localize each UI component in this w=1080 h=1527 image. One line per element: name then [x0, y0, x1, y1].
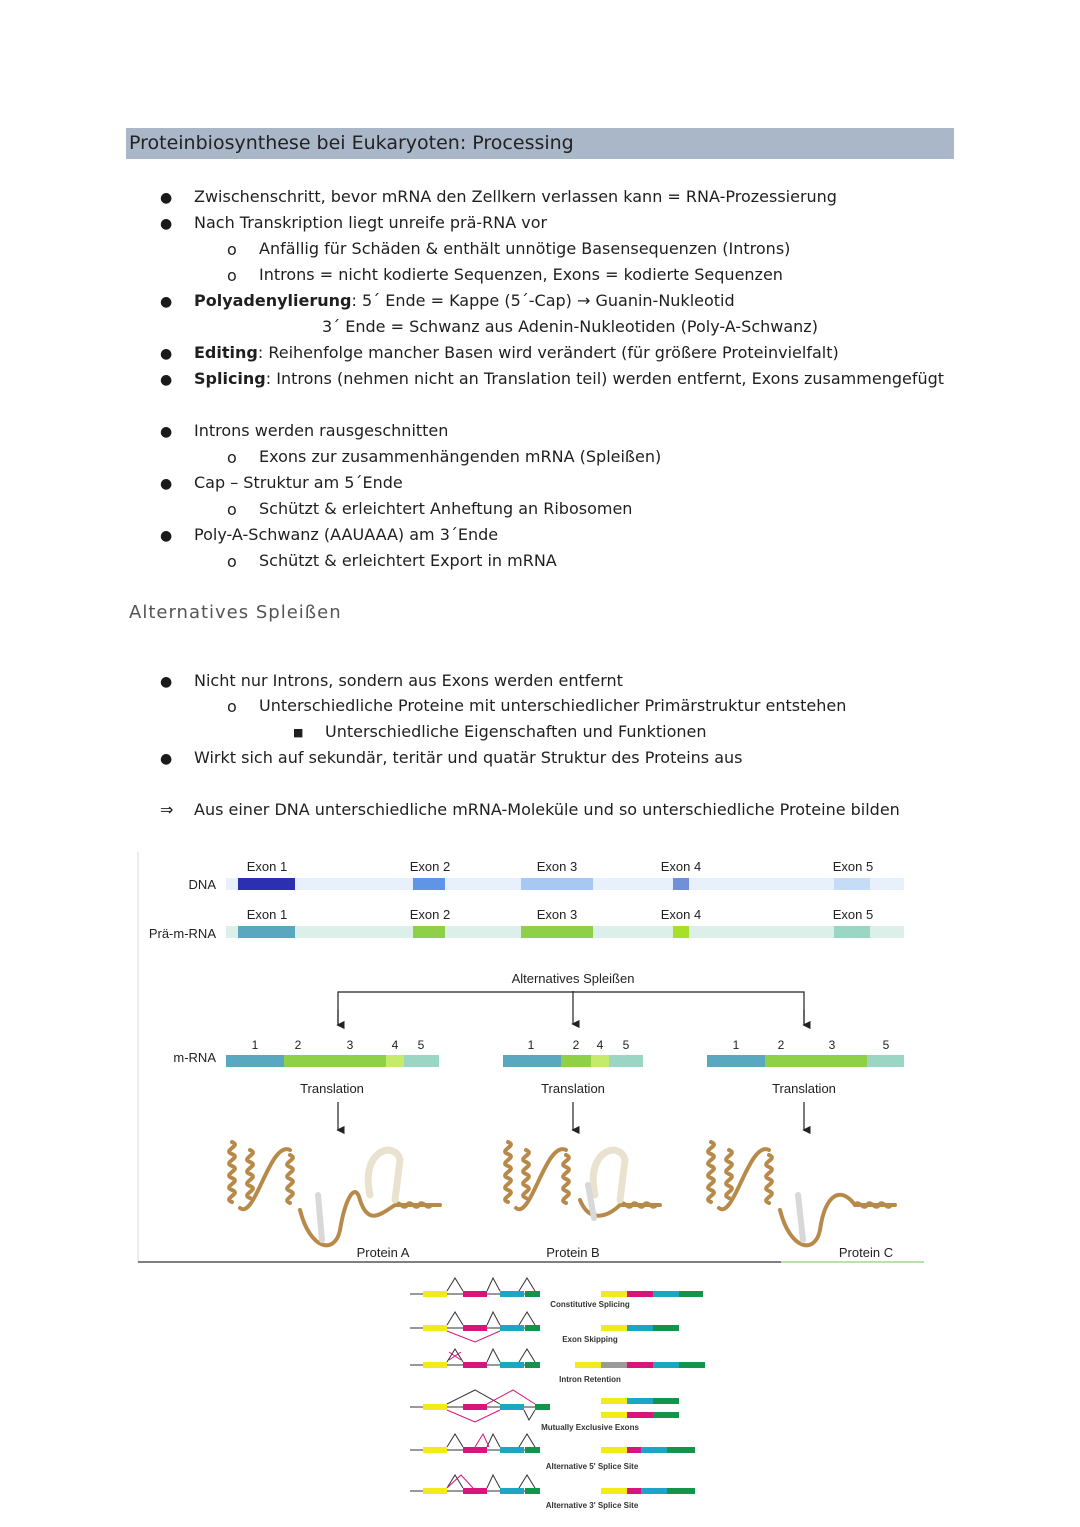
mrna-c-exon-5 — [867, 1055, 904, 1067]
mrna-b-exon-2 — [561, 1055, 591, 1067]
dna-label: DNA — [188, 877, 216, 892]
dna-exon-5-label: Exon 5 — [832, 859, 874, 874]
dna-exon-1 — [238, 878, 295, 890]
text-line: Schützt & erleichtert Export in mRNA — [259, 551, 557, 570]
mrna-a-num-1: 1 — [251, 1038, 259, 1052]
circle-marker: o — [227, 240, 237, 259]
bullet-marker: ● — [160, 476, 173, 492]
pre-exon-4-label: Exon 4 — [660, 907, 702, 922]
protein-b-label: Protein B — [546, 1245, 600, 1260]
mrna-a-num-2: 2 — [294, 1038, 302, 1052]
term-description: : Reihenfolge mancher Basen wird verändert (für größere Proteinvielfalt) — [257, 343, 839, 362]
text-line: Introns werden rausgeschnitten — [194, 421, 449, 440]
term-description: : 5´ Ende = Kappe (5´-Cap) → Guanin-Nukleotid — [351, 291, 735, 310]
text-line: Poly-A-Schwanz (AAUAAA) am 3´Ende — [194, 525, 499, 544]
term-splicing: Splicing — [194, 369, 266, 388]
dna-exon-3-label: Exon 3 — [536, 859, 578, 874]
text-line: Wirkt sich auf sekundär, teritär und quatär Struktur des Proteins aus — [194, 748, 743, 767]
exon-skipping-row — [410, 1312, 679, 1344]
mrna-b-exon-4 — [591, 1055, 609, 1067]
bullet-marker: ● — [160, 528, 173, 544]
text-line: Exons zur zusammenhängenden mRNA (Spleißen) — [259, 447, 662, 466]
mrna-a-exon-2 — [284, 1055, 314, 1067]
protein-c-label: Protein C — [838, 1245, 894, 1260]
mrna-b-exon-1 — [503, 1055, 561, 1067]
mrna-a-exon-1 — [226, 1055, 284, 1067]
pre-exon-3-label: Exon 3 — [536, 907, 578, 922]
pre-mrna-label: Prä-m-RNA — [148, 926, 216, 941]
pre-exon-1 — [238, 926, 295, 938]
mrna-b-num-5: 5 — [622, 1038, 630, 1052]
mrna-a-num-3: 3 — [346, 1038, 354, 1052]
protein-c-structure — [708, 1142, 895, 1245]
text-line: Nicht nur Introns, sondern aus Exons werden entfernt — [194, 671, 623, 690]
conclusion-line: Aus einer DNA unterschiedliche mRNA-Moleküle und so unterschiedliche Proteine bilden — [194, 800, 900, 819]
dna-exon-3 — [521, 878, 593, 890]
mrna-b-num-2: 2 — [572, 1038, 580, 1052]
pre-exon-4 — [673, 926, 689, 938]
protein-a-label: Protein A — [356, 1245, 410, 1260]
circle-marker: o — [227, 448, 237, 467]
bullet-marker: ● — [160, 216, 173, 232]
circle-marker: o — [227, 697, 237, 716]
term-polyadenylierung: Polyadenylierung — [194, 291, 352, 310]
constitutive-splicing-row — [410, 1278, 703, 1309]
dna-exon-2 — [413, 878, 445, 890]
mrna-a-num-4: 4 — [391, 1038, 399, 1052]
mrna-c-exon-2 — [765, 1055, 795, 1067]
bullet-marker: ● — [160, 294, 173, 310]
bullet-marker: ● — [160, 424, 173, 440]
dna-exon-4-label: Exon 4 — [660, 859, 702, 874]
mrna-c-num-3: 3 — [828, 1038, 836, 1052]
arrow-marker: ⇒ — [160, 800, 174, 819]
exon-skipping-label: Exon Skipping — [562, 1335, 618, 1344]
alt-splicing-title: Alternatives Spleißen — [511, 971, 635, 986]
section-subtitle: Alternatives Spleißen — [129, 602, 342, 623]
mrna-b-exon-5 — [609, 1055, 643, 1067]
text-line: Anfällig für Schäden & enthält unnötige Basensequenzen (Introns) — [259, 239, 791, 258]
text-line: Introns = nicht kodierte Sequenzen, Exons = kodierte Sequenzen — [259, 265, 783, 284]
text-line: 3´ Ende = Schwanz aus Adenin-Nukleotiden (Poly-A-Schwanz) — [322, 317, 818, 336]
text-line: Unterschiedliche Eigenschaften und Funktionen — [325, 722, 707, 741]
bullet-marker: ● — [160, 372, 173, 388]
mrna-a-exon-5 — [404, 1055, 439, 1067]
mrna-a-num-5: 5 — [417, 1038, 425, 1052]
mutually-exclusive-row — [410, 1390, 679, 1432]
text-line: Cap – Struktur am 5´Ende — [194, 473, 403, 492]
mrna-a-exon-4 — [386, 1055, 404, 1067]
term-description: : Introns (nehmen nicht an Translation teil) werden entfernt, Exons zusammengefügt — [265, 369, 945, 388]
pre-exon-5 — [834, 926, 870, 938]
mrna-c-num-2: 2 — [777, 1038, 785, 1052]
translation-label-a: Translation — [300, 1081, 364, 1096]
bullet-marker: ● — [160, 674, 173, 690]
alt-3-splice-label: Alternative 3' Splice Site — [545, 1501, 639, 1510]
text-line: Schützt & erleichtert Anheftung an Ribosomen — [259, 499, 633, 518]
intron-retention-row — [410, 1349, 705, 1384]
alt-5-splice-row — [410, 1434, 695, 1471]
dna-exon-2-label: Exon 2 — [409, 859, 451, 874]
bullet-marker: ● — [160, 751, 173, 767]
constitutive-splicing-label: Constitutive Splicing — [550, 1300, 630, 1309]
mrna-c-exon-3 — [795, 1055, 867, 1067]
dna-exon-1-label: Exon 1 — [246, 859, 288, 874]
dna-exon-4 — [673, 878, 689, 890]
mrna-b-num-4: 4 — [596, 1038, 604, 1052]
pre-exon-1-label: Exon 1 — [246, 907, 288, 922]
term-editing: Editing — [194, 343, 258, 362]
dna-exon-5 — [834, 878, 870, 890]
mrna-c-num-5: 5 — [882, 1038, 890, 1052]
mrna-b-num-1: 1 — [527, 1038, 535, 1052]
circle-marker: o — [227, 500, 237, 519]
branch-bar — [338, 992, 804, 1024]
translation-label-b: Translation — [541, 1081, 605, 1096]
page-title: Proteinbiosynthese bei Eukaryoten: Processing — [129, 132, 574, 154]
circle-marker: o — [227, 552, 237, 571]
text-line: Unterschiedliche Proteine mit unterschiedlicher Primärstruktur entstehen — [259, 696, 847, 715]
square-marker: ■ — [293, 726, 304, 739]
bullet-marker: ● — [160, 190, 173, 206]
mrna-label: m-RNA — [173, 1050, 216, 1065]
pre-exon-2 — [413, 926, 445, 938]
text-line: Zwischenschritt, bevor mRNA den Zellkern verlassen kann = RNA-Prozessierung — [194, 187, 837, 206]
pre-exon-5-label: Exon 5 — [832, 907, 874, 922]
mrna-c-exon-1 — [707, 1055, 765, 1067]
splicing-types-diagram — [405, 1272, 715, 1517]
mutually-exclusive-label: Mutually Exclusive Exons — [541, 1423, 639, 1432]
alt-3-splice-row — [410, 1475, 695, 1510]
bullet-marker: ● — [160, 346, 173, 362]
circle-marker: o — [227, 266, 237, 285]
mrna-c-num-1: 1 — [732, 1038, 740, 1052]
intron-retention-label: Intron Retention — [559, 1375, 621, 1384]
pre-exon-3 — [521, 926, 593, 938]
alt-5-splice-label: Alternative 5' Splice Site — [545, 1462, 639, 1471]
pre-exon-2-label: Exon 2 — [409, 907, 451, 922]
protein-b-structure — [505, 1142, 660, 1218]
translation-label-c: Translation — [772, 1081, 836, 1096]
mrna-a-exon-3 — [314, 1055, 386, 1067]
text-line: Nach Transkription liegt unreife prä-RNA vor — [194, 213, 548, 232]
protein-a-structure — [229, 1142, 440, 1245]
